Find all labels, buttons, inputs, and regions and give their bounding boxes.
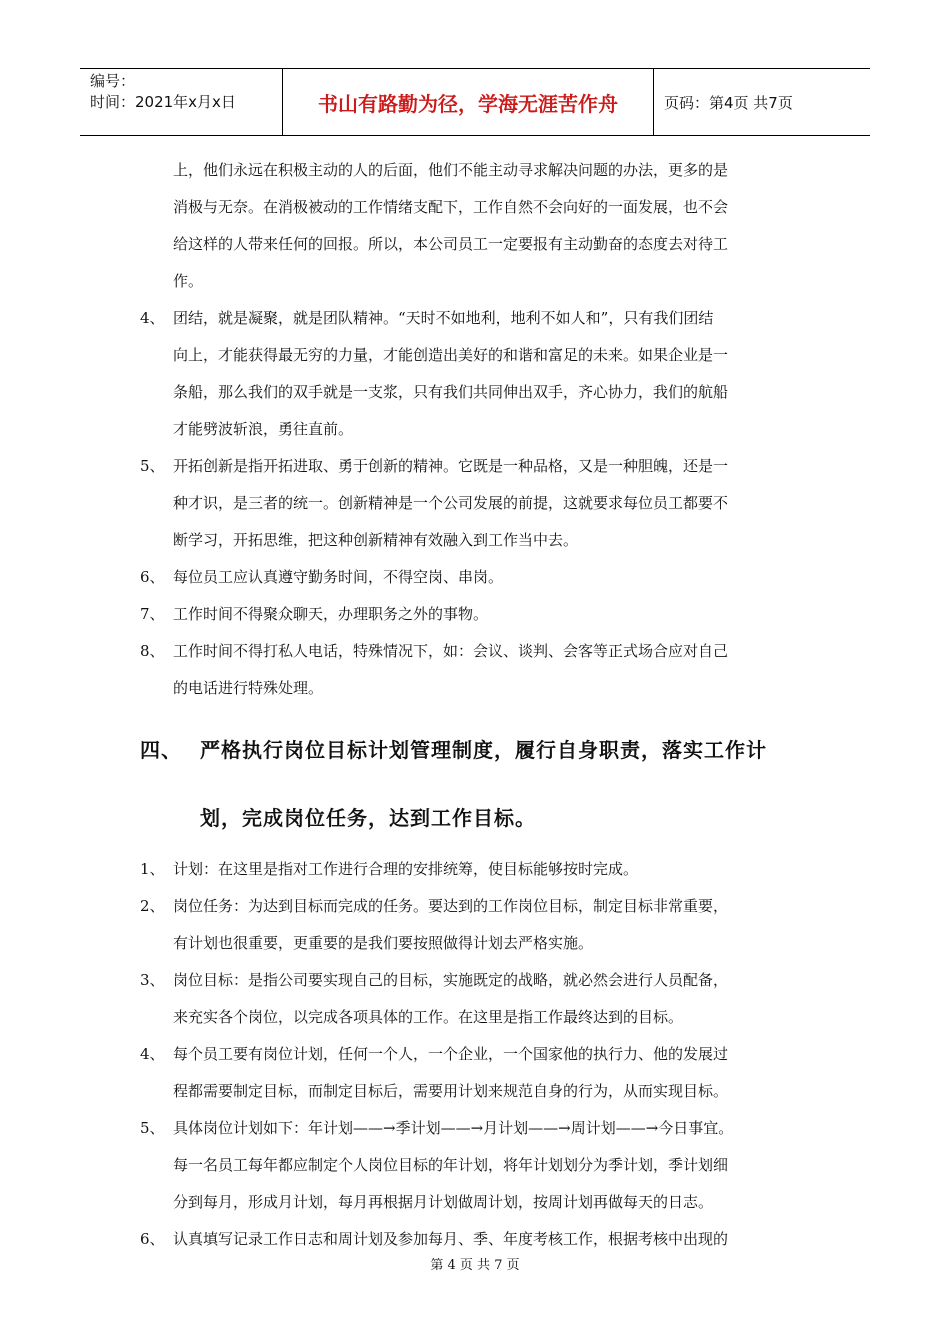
item-number: 7、 [140,605,165,623]
section-title-line: 严格执行岗位目标计划管理制度，履行自身职责，落实工作计 [200,738,767,762]
document-body [140,152,815,1258]
list-item [140,300,815,448]
item-line: 的电话进行特殊处理。 [173,679,324,697]
item-line: 才能劈波斩浪，勇往直前。 [173,420,354,438]
item-number: 4、 [140,309,165,327]
item-line: 计划：在这里是指对工作进行合理的安排统筹，使目标能够按时完成。 [173,860,639,878]
item-line: 工作时间不得聚众聊天，办理职务之外的事物。 [173,605,489,623]
text-line: 作。 [173,272,204,290]
list-item [140,1110,815,1221]
list-item [140,1036,815,1110]
item-line: 每位员工应认真遵守勤务时间，不得空岗、串岗。 [173,568,504,586]
item-line: 开拓创新是指开拓进取、勇于创新的精神。它既是一种品格，又是一种胆魄，还是一 [173,457,729,475]
item-number: 5、 [140,457,165,475]
list-item [140,962,815,1036]
item-number: 1、 [140,860,165,878]
item-line: 种才识，是三者的统一。创新精神是一个公司发展的前提，这就要求每位员工都要不 [173,494,729,512]
item-number: 6、 [140,568,165,586]
list-a [140,300,815,707]
section-number: 四、 [140,738,182,762]
item-line: 团结，就是凝聚，就是团队精神。“天时不如地利，地利不如人和”，只有我们团结 [173,309,714,327]
section-heading [140,715,815,851]
item-line: 分到每月，形成月计划，每月再根据月计划做周计划，按周计划再做每天的日志。 [173,1193,714,1211]
item-line: 向上，才能获得最无穷的力量，才能创造出美好的和谐和富足的未来。如果企业是一 [173,346,729,364]
continuation-paragraph [140,152,815,300]
list-item [140,448,815,559]
item-line: 具体岗位计划如下：年计划——→季计划——→月计划——→周计划——→今日事宜。 [173,1119,734,1137]
item-line: 条船，那么我们的双手就是一支浆，只有我们共同伸出双手，齐心协力，我们的航船 [173,383,729,401]
page-footer: 第 4 页 共 7 页 [430,1258,520,1273]
document-header [80,68,870,136]
text-line: 给这样的人带来任何的回报。所以，本公司员工一定要报有主动勤奋的态度去对待工 [173,235,729,253]
item-number: 6、 [140,1230,165,1248]
item-line: 有计划也很重要，更重要的是我们要按照做得计划去严格实施。 [173,934,594,952]
item-number: 2、 [140,897,165,915]
header-info [80,69,282,135]
item-number: 3、 [140,971,165,989]
item-line: 断学习，开拓思维，把这种创新精神有效融入到工作当中去。 [173,531,579,549]
item-line: 岗位目标：是指公司要实现自己的目标，实施既定的战略，就必然会进行人员配备， [173,971,729,989]
text-line: 上，他们永远在积极主动的人的后面，他们不能主动寻求解决问题的办法，更多的是 [173,161,729,179]
list-item [140,1221,815,1258]
item-line: 工作时间不得打私人电话，特殊情况下，如：会议、谈判、会客等正式场合应对自己 [173,642,729,660]
item-line: 程都需要制定目标，而制定目标后，需要用计划来规范自身的行为，从而实现目标。 [173,1082,729,1100]
item-line: 岗位任务：为达到目标而完成的任务。要达到的工作岗位目标，制定目标非常重要， [173,897,729,915]
item-line: 认真填写记录工作日志和周计划及参加每月、季、年度考核工作，根据考核中出现的 [173,1230,729,1248]
list-item [140,888,815,962]
doc-number-label: 编号： [90,72,136,90]
header-page-label: 页码：第4页 共7页 [664,93,793,112]
item-line: 每一名员工每年都应制定个人岗位目标的年计划，将年计划划分为季计划，季计划细 [173,1156,729,1174]
list-b [140,851,815,1258]
doc-date-label: 时间：2021年x月x日 [90,93,236,111]
item-number: 4、 [140,1045,165,1063]
item-line: 每个员工要有岗位计划，任何一个人，一个企业，一个国家他的执行力、他的发展过 [173,1045,729,1063]
section-title-line: 划，完成岗位任务，达到工作目标。 [200,806,536,830]
list-item [140,633,815,707]
text-line: 消极与无奈。在消极被动的工作情绪支配下，工作自然不会向好的一面发展，也不会 [173,198,729,216]
list-item [140,596,815,633]
list-item [140,851,815,888]
list-item [140,559,815,596]
item-line: 来充实各个岗位，以完成各项具体的工作。在这里是指工作最终达到的目标。 [173,1008,684,1026]
item-number: 8、 [140,642,165,660]
header-motto: 书山有路勤为径，学海无涯苦作舟 [282,69,654,135]
item-number: 5、 [140,1119,165,1137]
